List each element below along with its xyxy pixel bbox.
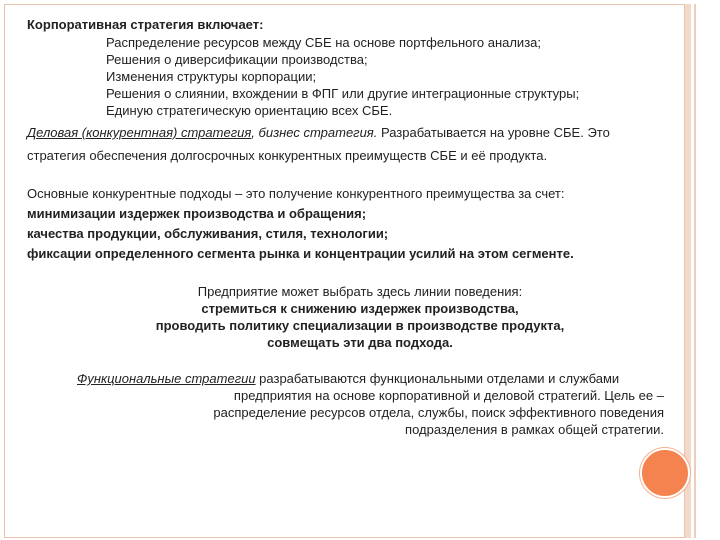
business-rest: Разрабатывается на уровне СБЕ. Это bbox=[377, 125, 610, 140]
approaches-intro: Основные конкурентные подходы – это получение конкурентного преимущества за счет: bbox=[27, 186, 565, 201]
frame-right-stripe-thin bbox=[694, 4, 696, 538]
business-alt: бизнес стратегия. bbox=[258, 125, 378, 140]
business-line-1 bbox=[27, 124, 610, 141]
approach-item: минимизации издержек производства и обращения; bbox=[27, 206, 367, 221]
functional-line1-rest: разрабатываются функциональными отделами и службами bbox=[255, 371, 620, 386]
frame-right-stripe bbox=[685, 4, 691, 538]
corp-item: Единую стратегическую ориентацию всех СБЕ. bbox=[106, 103, 393, 118]
enterprise-intro: Предприятие может выбрать здесь линии поведения: bbox=[197, 284, 523, 299]
corp-item: Решения о слиянии, вхождении в ФПГ или другие интеграционные структуры; bbox=[106, 86, 580, 101]
business-line-2: стратегия обеспечения долгосрочных конкурентных преимуществ СБЕ и её продукта. bbox=[27, 148, 548, 163]
enterprise-item: проводить политику специализации в производстве продукта, bbox=[155, 318, 565, 333]
functional-line-2: предприятия на основе корпоративной и деловой стратегий. Цель ее – bbox=[233, 388, 664, 403]
business-term: Деловая (конкурентная) стратегия bbox=[27, 125, 252, 140]
approach-item: фиксации определенного сегмента рынка и концентрации усилий на этом сегменте. bbox=[27, 246, 574, 261]
functional-line-1 bbox=[77, 370, 619, 387]
corp-item: Решения о диверсификации производства; bbox=[106, 52, 368, 67]
functional-line-4: подразделения в рамках общей стратегии. bbox=[405, 422, 664, 437]
approach-item: качества продукции, обслуживания, стиля, технологии; bbox=[27, 226, 389, 241]
functional-line-3: распределение ресурсов отдела, службы, поиск эффективного поведения bbox=[213, 405, 664, 420]
corp-item: Распределение ресурсов между СБЕ на основе портфельного анализа; bbox=[106, 35, 541, 50]
corp-item: Изменения структуры корпорации; bbox=[106, 69, 317, 84]
enterprise-item: стремиться к снижению издержек производства, bbox=[201, 301, 519, 316]
functional-term: Функциональные стратегии bbox=[77, 371, 256, 386]
decorative-circle-icon bbox=[640, 448, 690, 498]
business-term-sep: , bbox=[251, 125, 259, 140]
corp-heading: Корпоративная стратегия включает: bbox=[27, 17, 264, 32]
enterprise-item: совмещать эти два подхода. bbox=[267, 335, 453, 350]
